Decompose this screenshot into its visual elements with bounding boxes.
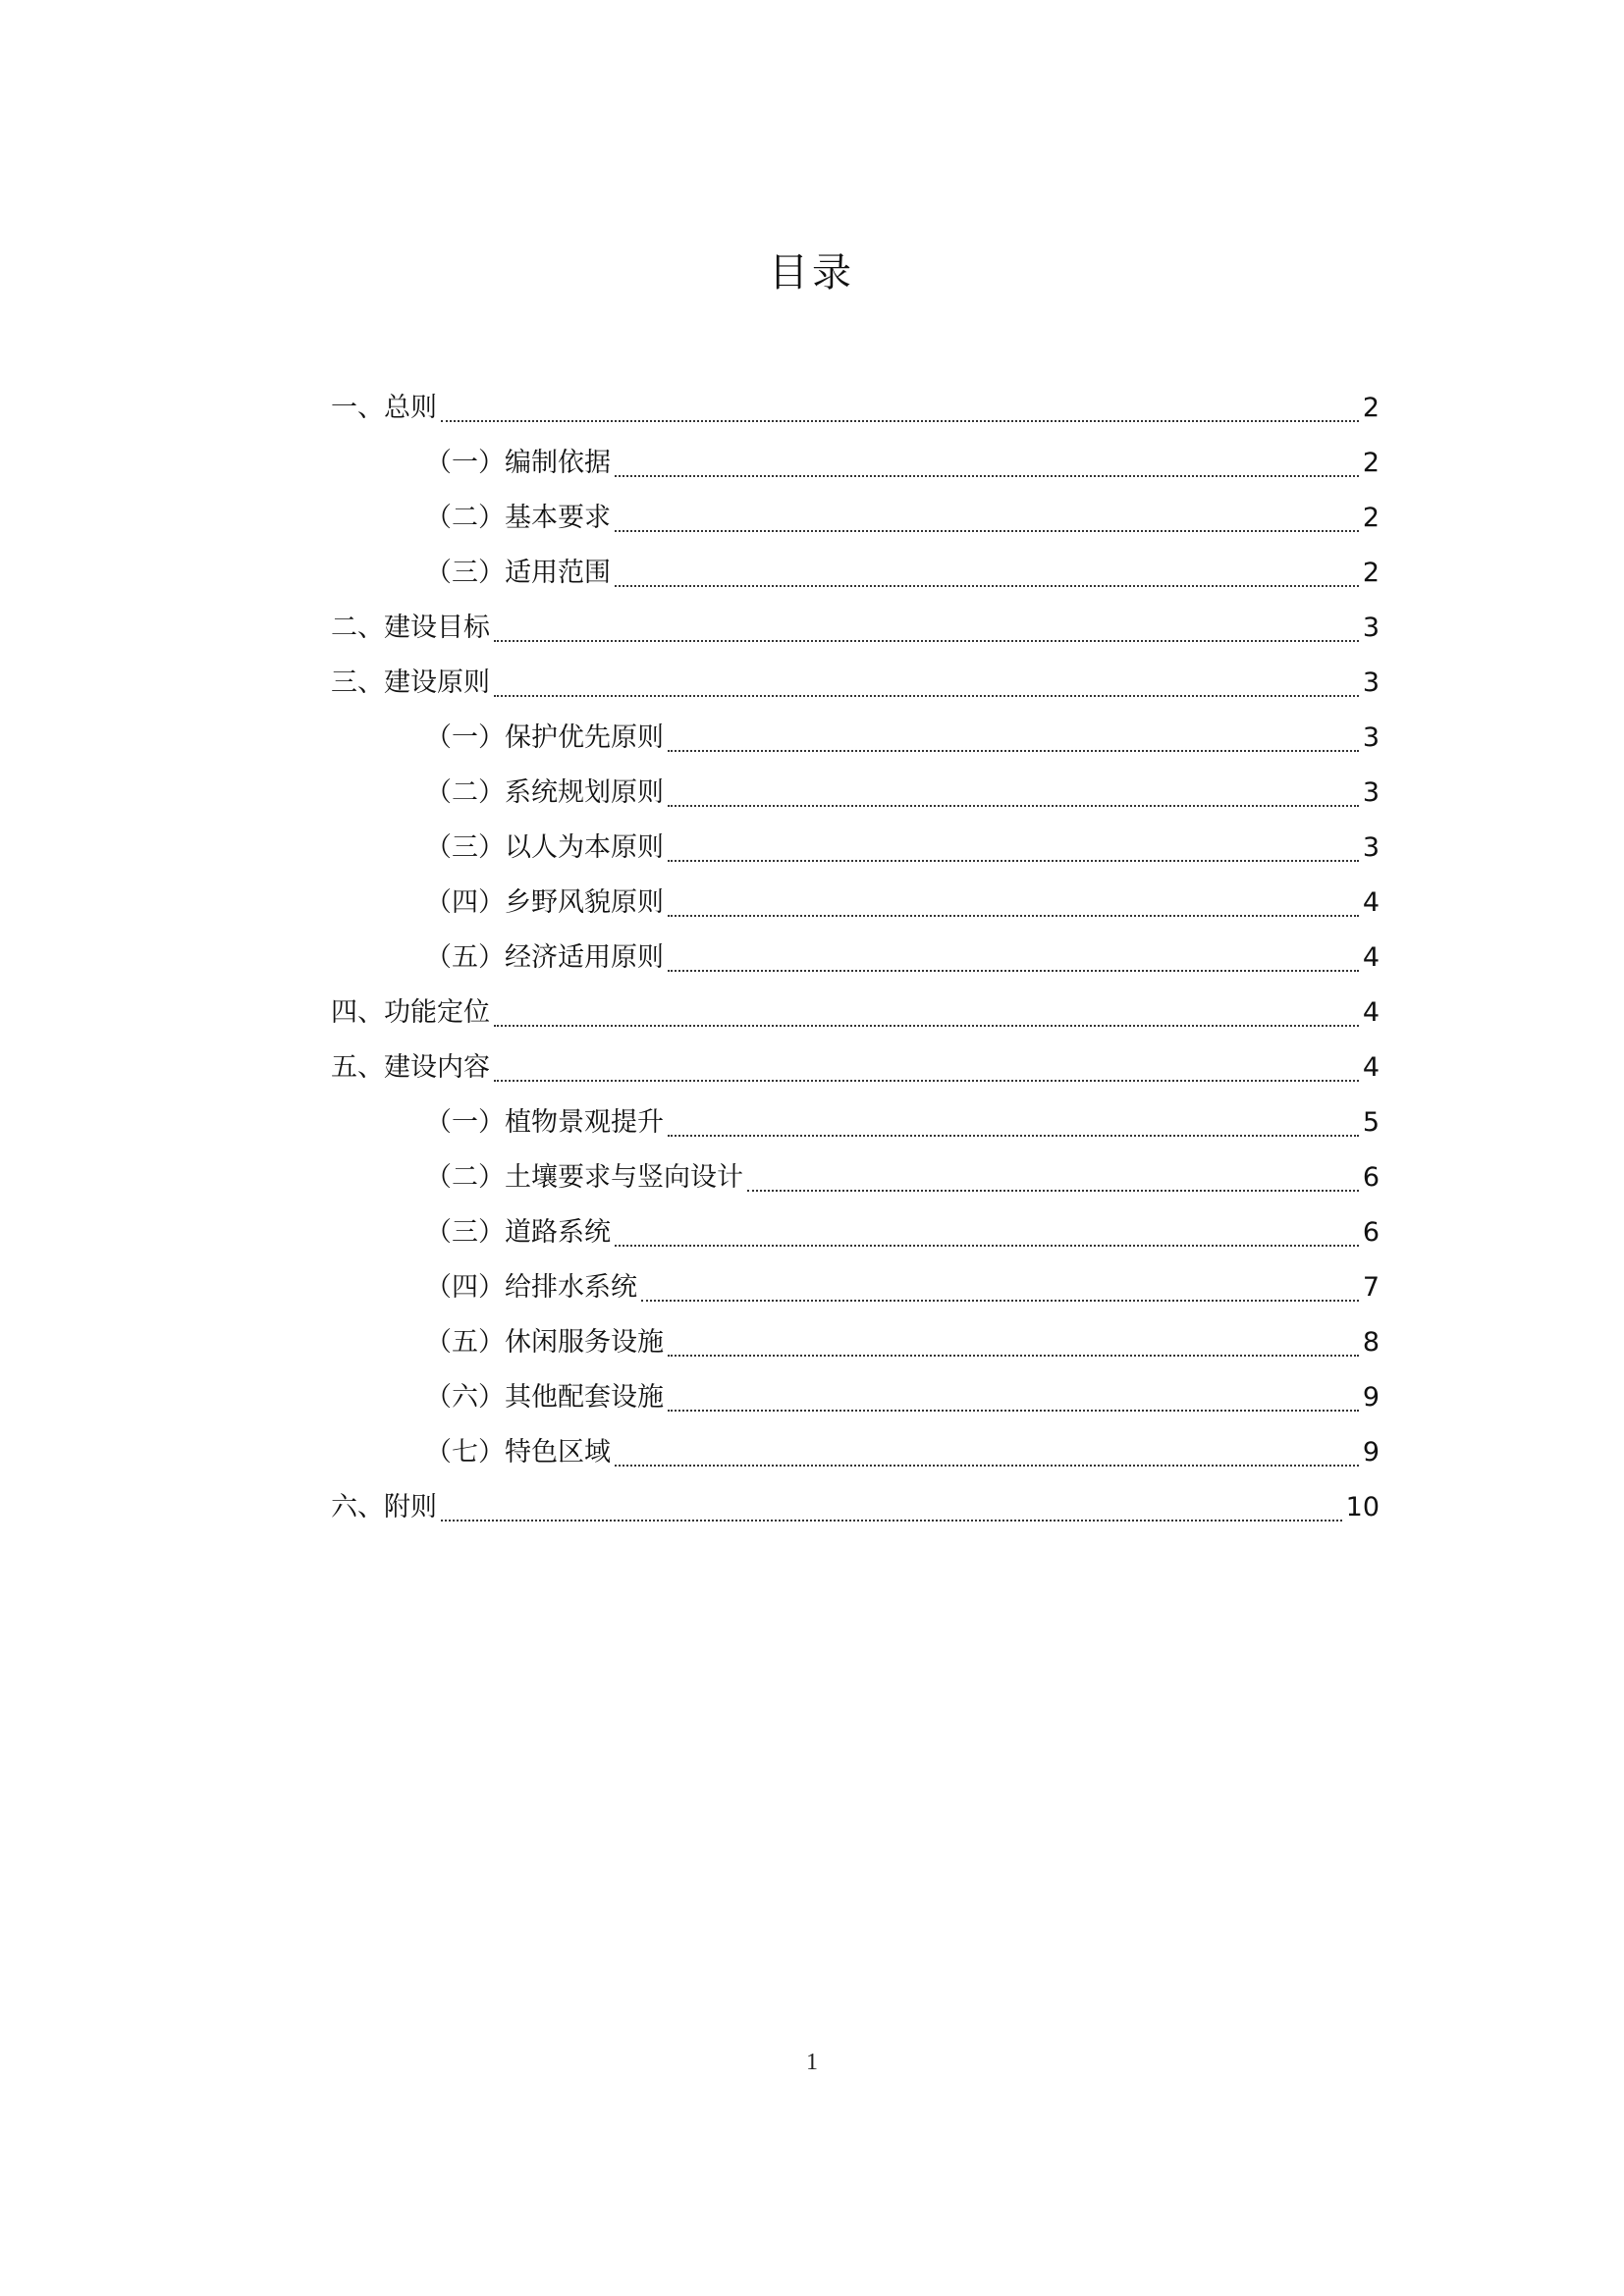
toc-entry[interactable]	[331, 546, 1380, 601]
toc-entry-page: 5	[1362, 1107, 1380, 1138]
toc-entry-page: 4	[1362, 887, 1380, 918]
toc-dot-leader	[668, 805, 1359, 807]
toc-entry[interactable]	[331, 1480, 1380, 1535]
toc-entry-label: 五、建设内容	[331, 1052, 490, 1083]
toc-entry-label: 三、建设原则	[331, 667, 490, 698]
toc-entry-label: （六）其他配套设施	[425, 1382, 664, 1413]
toc-entry[interactable]	[331, 1370, 1380, 1425]
toc-dot-leader	[668, 1355, 1359, 1357]
toc-entry-label: （三）适用范围	[425, 558, 611, 588]
toc-dot-leader	[668, 750, 1359, 752]
toc-entry-page: 3	[1362, 832, 1380, 863]
toc-entry-page: 8	[1362, 1327, 1380, 1358]
toc-dot-leader	[615, 530, 1359, 532]
toc-entry[interactable]	[331, 1205, 1380, 1260]
toc-dot-leader	[615, 1245, 1359, 1247]
toc-entry[interactable]	[331, 986, 1380, 1041]
toc-entry-page: 9	[1362, 1437, 1380, 1468]
toc-entry-page: 3	[1362, 613, 1380, 643]
toc-entry-page: 10	[1345, 1492, 1380, 1522]
toc-dot-leader	[668, 1410, 1359, 1412]
toc-entry-page: 2	[1362, 448, 1380, 478]
toc-entry-label: （三）以人为本原则	[425, 832, 664, 863]
toc-dot-leader	[494, 695, 1359, 697]
toc-entry-page: 3	[1362, 667, 1380, 698]
toc-dot-leader	[494, 1080, 1359, 1082]
toc-entry-label: （四）乡野风貌原则	[425, 887, 664, 918]
toc-entry-page: 9	[1362, 1382, 1380, 1413]
toc-dot-leader	[494, 640, 1359, 642]
toc-entry-page: 3	[1362, 722, 1380, 753]
toc-entry[interactable]	[331, 821, 1380, 876]
toc-entry[interactable]	[331, 711, 1380, 766]
toc-entry-label: （二）基本要求	[425, 503, 611, 533]
toc-entry-page: 2	[1362, 558, 1380, 588]
toc-entry-label: 四、功能定位	[331, 997, 490, 1028]
toc-entry-label: 一、总则	[331, 393, 437, 423]
toc-entry-label: （二）系统规划原则	[425, 777, 664, 808]
toc-dot-leader	[641, 1300, 1359, 1302]
toc-entry[interactable]	[331, 766, 1380, 821]
toc-dot-leader	[615, 1465, 1359, 1467]
toc-entry[interactable]	[331, 381, 1380, 436]
toc-dot-leader	[668, 915, 1359, 917]
toc-entry[interactable]	[331, 1315, 1380, 1370]
toc-entry[interactable]	[331, 436, 1380, 491]
toc-entry-label: （五）经济适用原则	[425, 942, 664, 973]
toc-dot-leader	[668, 860, 1359, 862]
toc-dot-leader	[747, 1190, 1359, 1192]
toc-dot-leader	[668, 970, 1359, 972]
toc-entry[interactable]	[331, 1095, 1380, 1150]
toc-entry-label: （二）土壤要求与竖向设计	[425, 1162, 743, 1193]
toc-entry-label: （三）道路系统	[425, 1217, 611, 1248]
toc-dot-leader	[494, 1025, 1359, 1027]
toc-entry[interactable]	[331, 601, 1380, 656]
toc-entry-label: 六、附则	[331, 1492, 437, 1522]
page-title: 目录	[769, 250, 855, 295]
toc-entry-label: （一）保护优先原则	[425, 722, 664, 753]
toc-dot-leader	[668, 1135, 1359, 1137]
toc-entry-label: 二、建设目标	[331, 613, 490, 643]
toc-dot-leader	[615, 475, 1359, 477]
toc-entry-page: 2	[1362, 503, 1380, 533]
toc-entry[interactable]	[331, 1150, 1380, 1205]
toc-entry-page: 6	[1362, 1217, 1380, 1248]
table-of-contents	[331, 381, 1380, 1535]
toc-entry[interactable]	[331, 1260, 1380, 1315]
toc-entry[interactable]	[331, 1425, 1380, 1480]
toc-entry-label: （一）植物景观提升	[425, 1107, 664, 1138]
toc-entry-label: （七）特色区域	[425, 1437, 611, 1468]
toc-entry-page: 4	[1362, 1052, 1380, 1083]
toc-dot-leader	[441, 1520, 1342, 1522]
toc-entry[interactable]	[331, 1041, 1380, 1095]
toc-entry-label: （五）休闲服务设施	[425, 1327, 664, 1358]
toc-dot-leader	[441, 420, 1359, 422]
toc-entry[interactable]	[331, 931, 1380, 986]
toc-entry-page: 6	[1362, 1162, 1380, 1193]
toc-entry-page: 3	[1362, 777, 1380, 808]
page-number: 1	[806, 2050, 818, 2075]
toc-entry-page: 4	[1362, 997, 1380, 1028]
toc-entry-page: 4	[1362, 942, 1380, 973]
toc-entry-label: （四）给排水系统	[425, 1272, 637, 1303]
toc-entry-label: （一）编制依据	[425, 448, 611, 478]
toc-entry-page: 7	[1362, 1272, 1380, 1303]
toc-entry[interactable]	[331, 656, 1380, 711]
toc-dot-leader	[615, 585, 1359, 587]
toc-entry[interactable]	[331, 876, 1380, 931]
toc-entry-page: 2	[1362, 393, 1380, 423]
toc-entry[interactable]	[331, 491, 1380, 546]
